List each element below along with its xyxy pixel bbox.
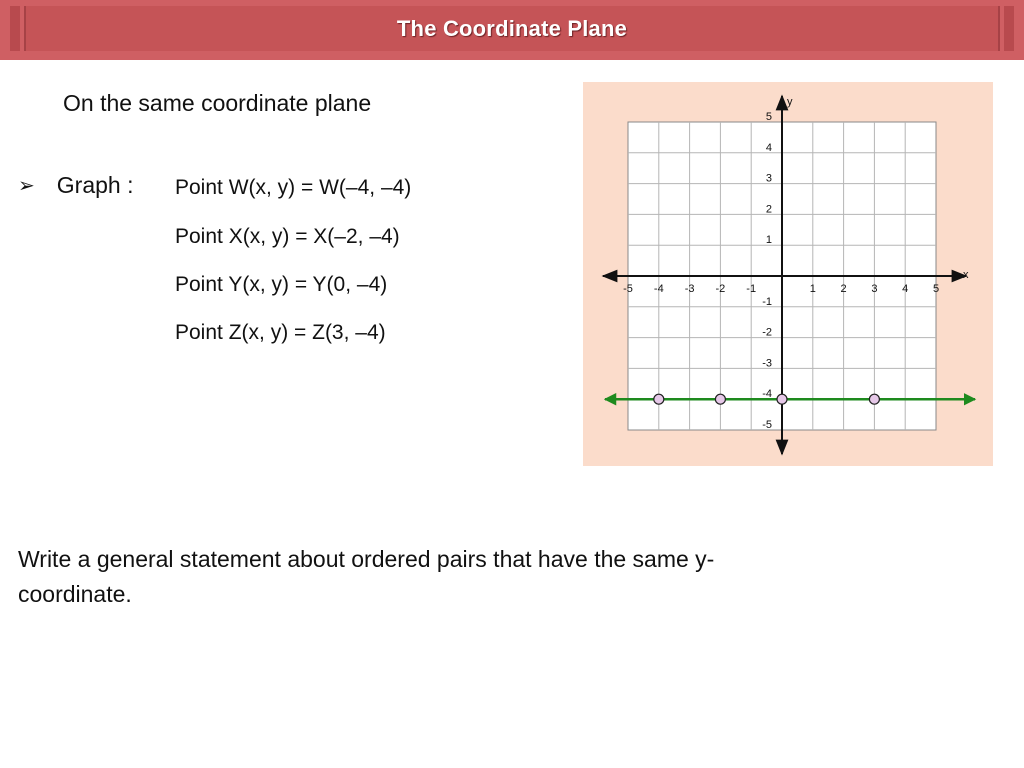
coordinate-plane: [583, 82, 993, 466]
arrow-bullet-icon: ➢: [18, 175, 35, 197]
data-point: [869, 394, 879, 404]
point-x-text: Point X(x, y) = X(–2, –4): [175, 225, 400, 248]
point-y-text: Point Y(x, y) = Y(0, –4): [175, 273, 388, 296]
y-tick-label: -1: [762, 295, 772, 308]
point-w-text: Point W(x, y) = W(–4, –4): [175, 176, 412, 199]
y-tick-label: 5: [765, 111, 772, 123]
y-tick-label: 1: [765, 234, 772, 247]
statement-text: Write a general statement about ordered pairs that have the same y-coordinate.: [18, 546, 715, 607]
y-tick-label: 4: [765, 141, 772, 154]
graph-label: Graph :: [56, 172, 134, 198]
data-point: [715, 394, 725, 404]
x-tick-label: 3: [871, 283, 878, 295]
x-tick-label: -4: [653, 283, 664, 295]
data-point: [777, 394, 787, 404]
y-tick-label: -2: [762, 326, 772, 339]
point-z-text: Point Z(x, y) = Z(3, –4): [175, 321, 386, 344]
x-tick-label: 4: [902, 283, 909, 295]
graph-row: [18, 172, 133, 199]
y-tick-label: -4: [762, 388, 772, 401]
x-tick-label: 2: [840, 283, 847, 295]
y-tick-label: -5: [762, 419, 772, 431]
page-title: The Coordinate Plane: [396, 16, 628, 41]
x-tick-label: -5: [623, 283, 633, 295]
y-tick-label: 3: [765, 172, 772, 185]
title-bar: [0, 0, 1024, 60]
y-tick-label: 2: [765, 203, 772, 216]
y-axis-label: y: [787, 96, 793, 108]
data-point: [654, 394, 664, 404]
x-tick-label: -1: [746, 283, 757, 295]
subtitle: On the same coordinate plane: [63, 90, 372, 116]
x-axis-label: x: [963, 269, 969, 281]
x-tick-label: 5: [932, 283, 940, 295]
y-tick-label: -3: [762, 357, 772, 370]
x-tick-label: 1: [809, 283, 816, 295]
coordinate-plane-panel: [583, 82, 993, 466]
x-tick-label: -2: [715, 283, 726, 295]
x-tick-label: -3: [684, 283, 695, 295]
